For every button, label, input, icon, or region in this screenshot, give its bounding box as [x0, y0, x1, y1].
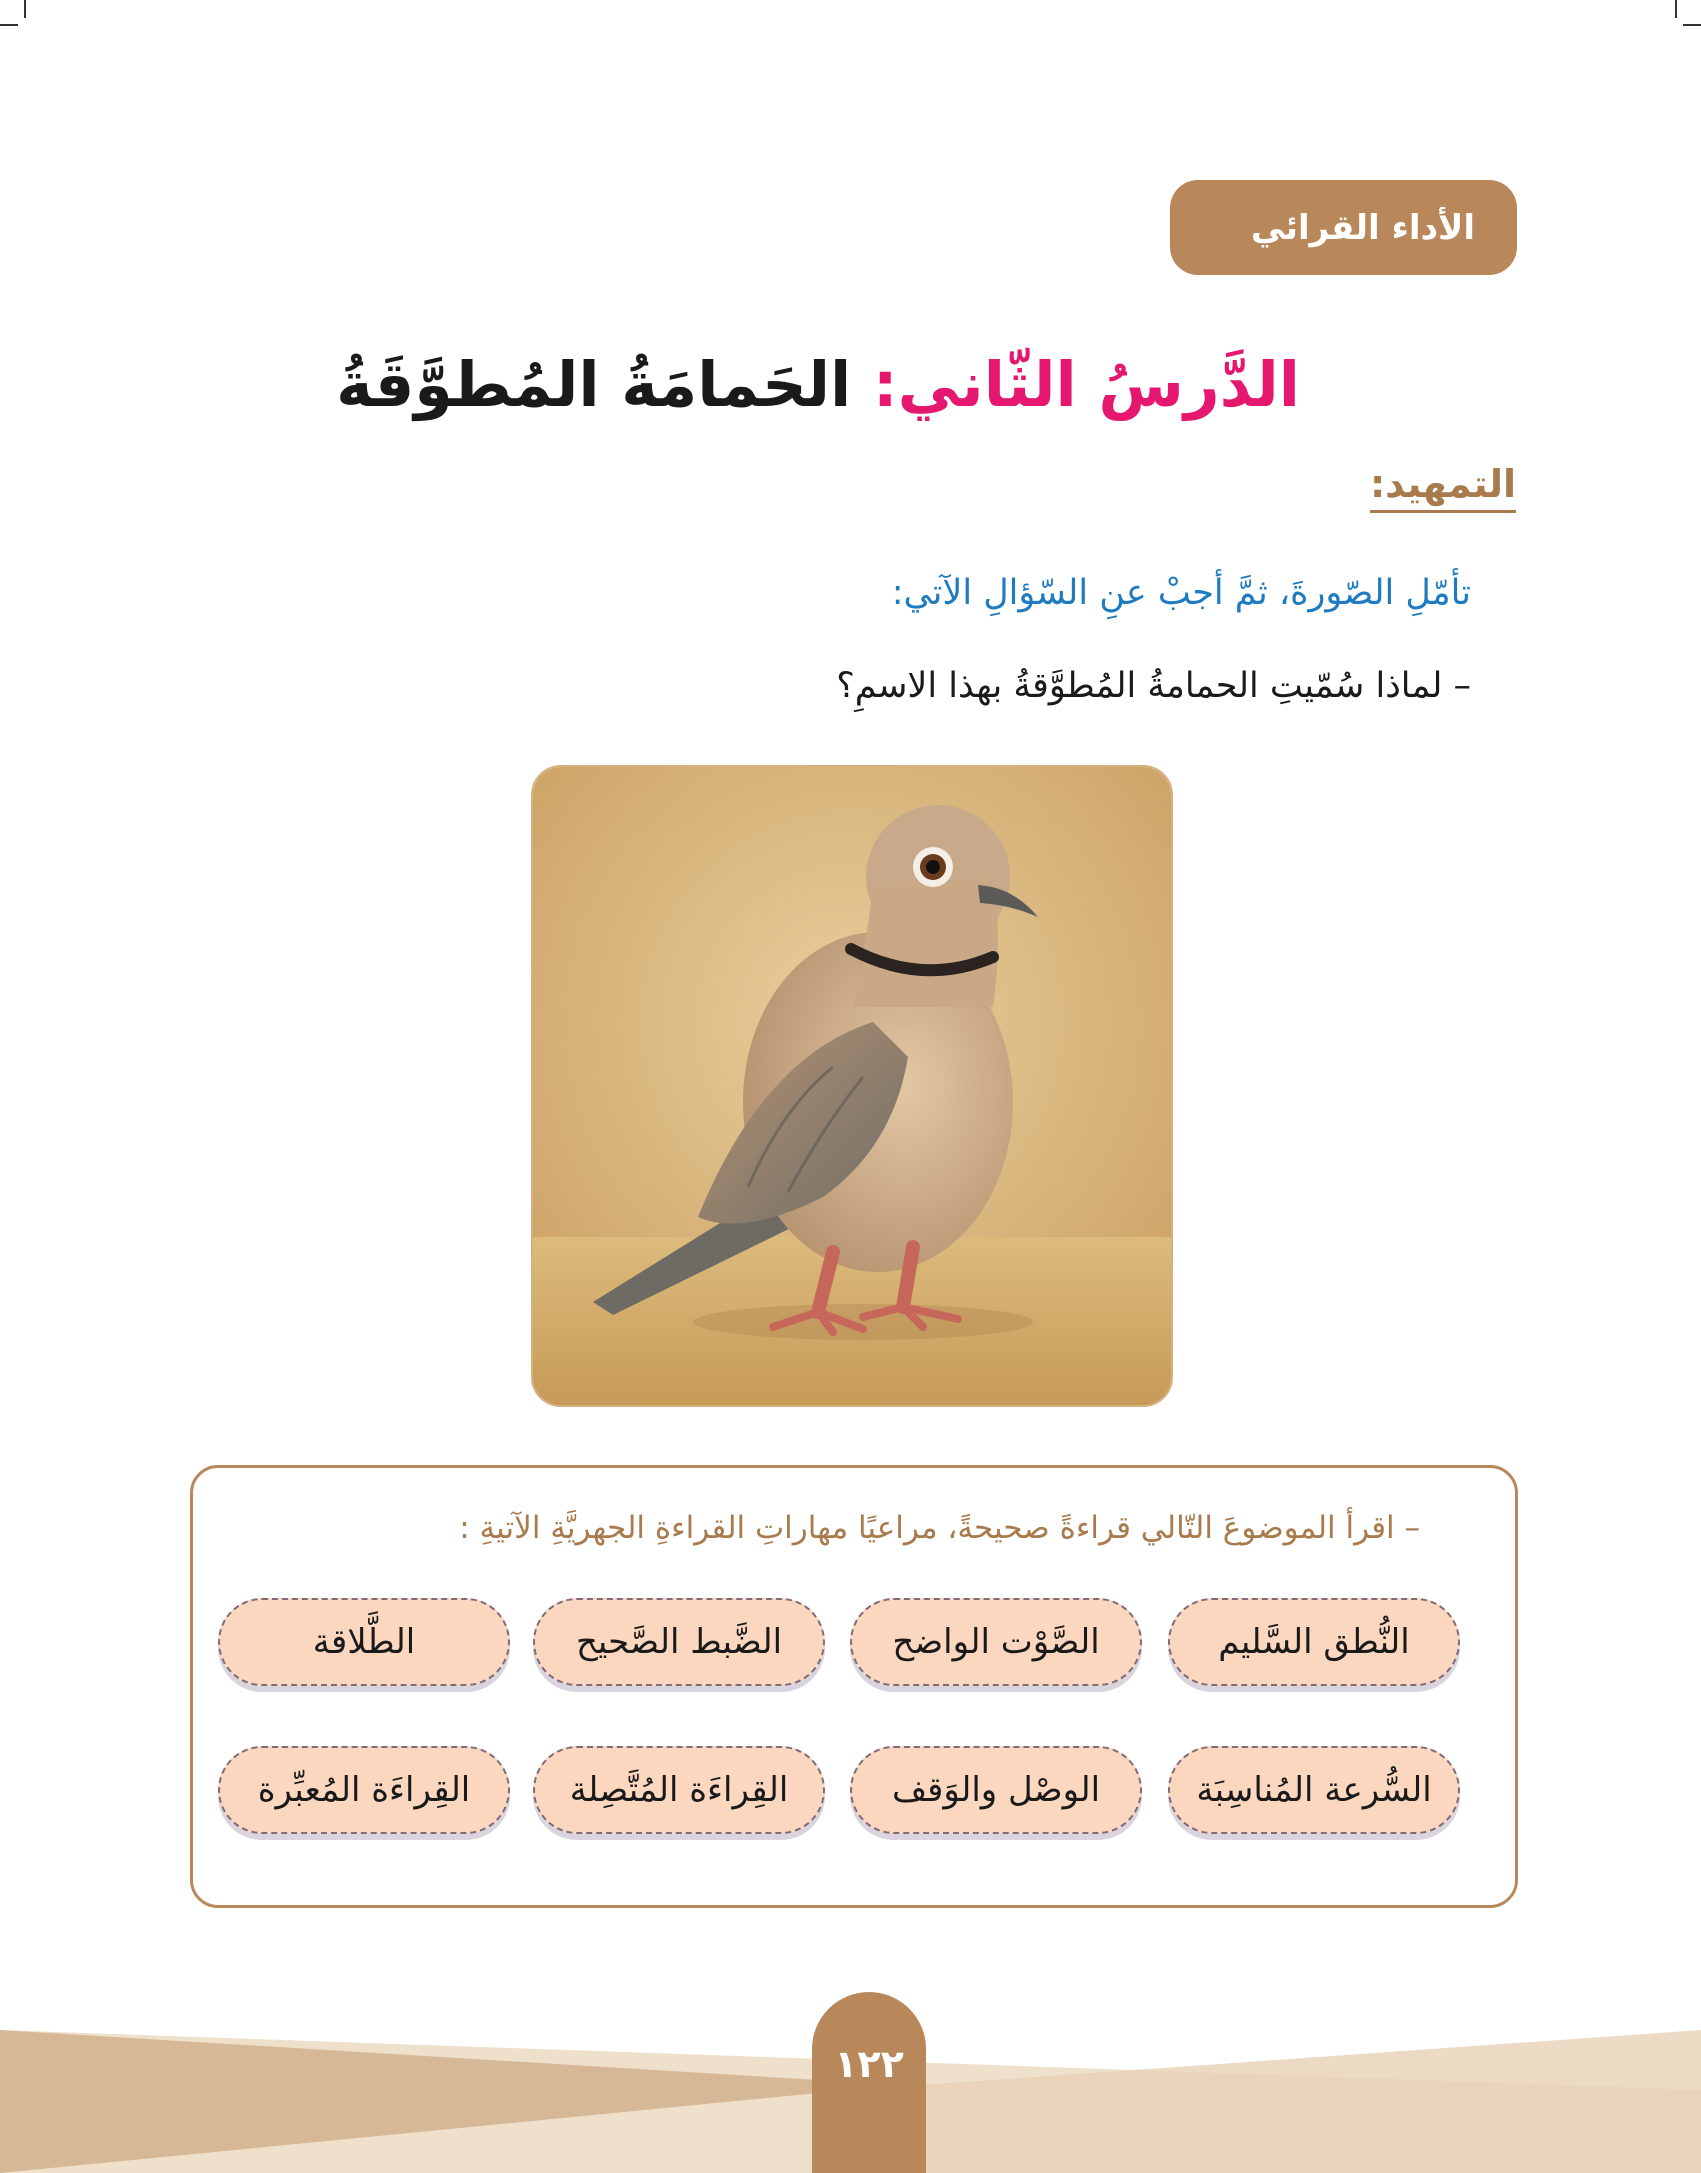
crop-mark [0, 24, 18, 26]
page-number [812, 1992, 926, 2173]
skill-item: الوصْل والوَقف [850, 1746, 1142, 1834]
skill-item: الصَّوْت الواضح [850, 1598, 1142, 1686]
intro-heading: التمهيد: [1370, 462, 1516, 513]
intro-instruction: تأمّلِ الصّورةَ، ثمَّ أجبْ عنِ السّؤالِ الآتي: [891, 573, 1471, 613]
crop-mark [1683, 24, 1701, 26]
section-tab-label: الأداء القرائي [1250, 207, 1475, 248]
page-number-label: ١٢٢ [834, 2042, 904, 2086]
crop-mark [24, 0, 26, 18]
skill-item: النُّطق السَّليم [1168, 1598, 1460, 1686]
dove-image [531, 765, 1173, 1407]
lesson-title [336, 340, 1300, 430]
crop-mark [1675, 0, 1677, 18]
skill-item: القِراءَة المُتَّصِلة [533, 1746, 825, 1834]
section-tab [1170, 180, 1517, 275]
skill-item: القِراءَة المُعبِّرة [218, 1746, 510, 1834]
skills-prompt: – اقرأ الموضوعَ التّالي قراءةً صحيحةً، مراعيًا مهاراتِ القراءةِ الجهريَّةِ الآتيةِ : [459, 1510, 1420, 1546]
skill-item: السُّرعة المُناسِبَة [1168, 1746, 1460, 1834]
skill-item: الطَّلاقة [218, 1598, 510, 1686]
skill-item: الضَّبط الصَّحيح [533, 1598, 825, 1686]
lesson-label: الدَّرسُ الثّاني: [872, 348, 1300, 421]
reading-skills-box [190, 1465, 1518, 1908]
lesson-name: الحَمامَةُ المُطوَّقَةُ [336, 348, 852, 421]
intro-question: – لماذا سُمّيتِ الحمامةُ المُطوَّقةُ بهذا الاسمِ؟ [836, 666, 1471, 706]
